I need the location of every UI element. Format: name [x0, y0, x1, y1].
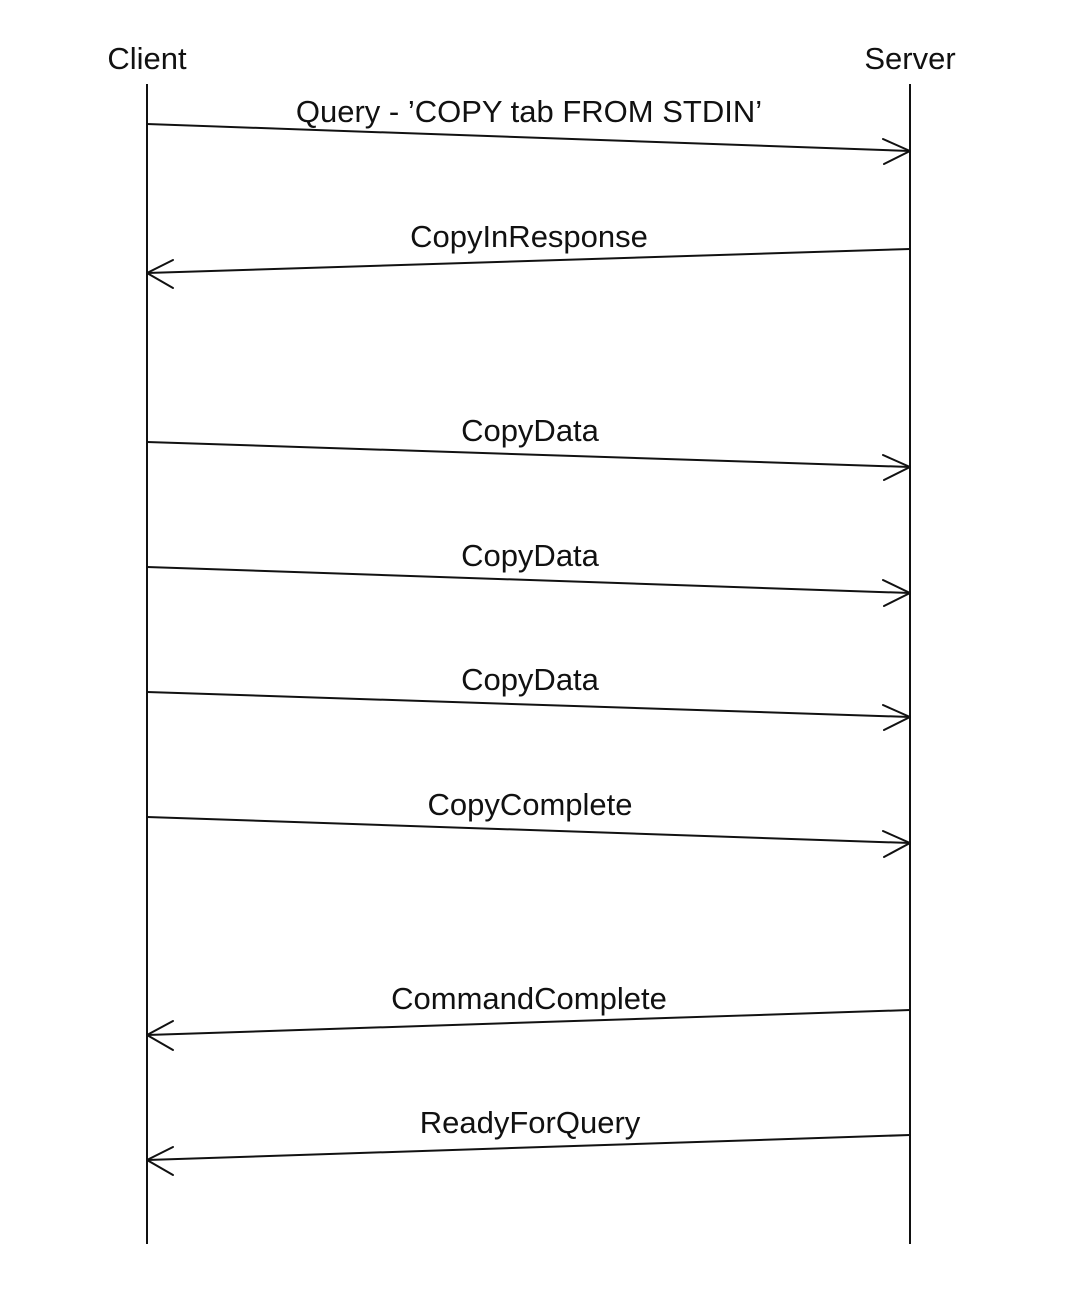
message-copyinresponse	[147, 219, 910, 288]
arrowhead-right-icon	[883, 831, 910, 857]
arrowhead-left-icon	[147, 1147, 173, 1175]
message-query	[147, 94, 910, 164]
message-copydata-2	[147, 538, 910, 606]
actor-label-client: Client	[107, 41, 187, 76]
message-label: CopyData	[461, 662, 599, 697]
message-label: CopyInResponse	[410, 219, 648, 254]
arrowhead-left-icon	[147, 260, 173, 288]
message-label: CommandComplete	[391, 981, 667, 1016]
message-readyforquery	[147, 1105, 910, 1175]
message-label: CopyData	[461, 413, 599, 448]
actor-label-server: Server	[864, 41, 956, 76]
message-label: CopyComplete	[427, 787, 633, 822]
message-label: CopyData	[461, 538, 599, 573]
message-commandcomplete	[147, 981, 910, 1050]
message-copydata-3	[147, 662, 910, 730]
message-label: Query - ’COPY tab FROM STDIN’	[295, 94, 763, 129]
message-copycomplete	[147, 787, 910, 857]
message-copydata-1	[147, 413, 910, 480]
message-label: ReadyForQuery	[419, 1105, 641, 1140]
